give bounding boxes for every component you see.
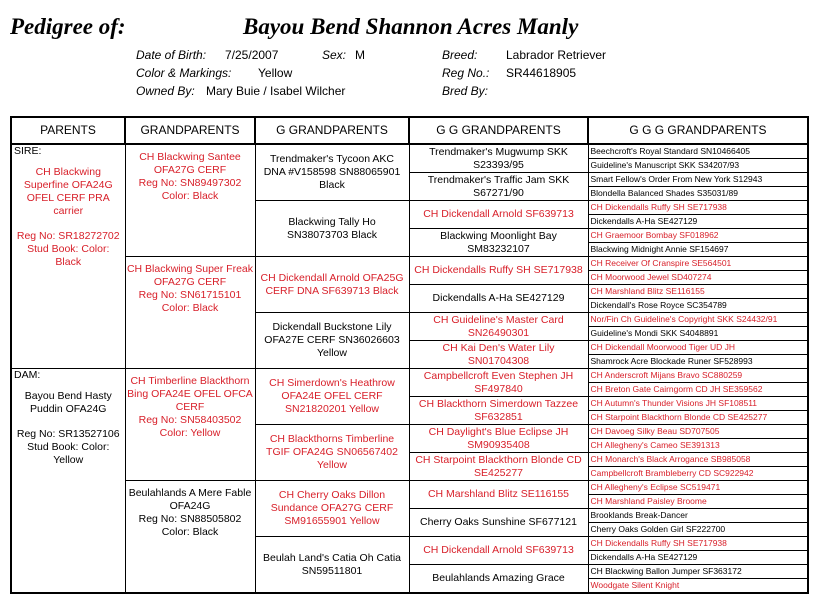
grandparent-reg: Reg No: SN88505802 [138,513,242,525]
ggg-grandparent-cell: CH Allegheny's Cameo SE391313 [588,439,808,453]
dam-cell [11,369,125,594]
ggg-grandparent-cell: CH Marshland Blitz SE116155 [588,285,808,299]
dam-reg: Reg No: SR13527106 [16,428,120,440]
pedigree-label: Pedigree of: [10,14,126,39]
sex-value: M [355,48,365,62]
dob-value: 7/25/2007 [225,48,279,62]
sex-label: Sex: [322,48,347,62]
col-g-grandparents: G GRANDPARENTS [255,117,409,144]
gg-grandparent-cell: CH Guideline's Master Card SN26490301 [409,313,588,341]
sire-stud: Stud Book: Color: Black [27,243,110,268]
gg-grandparent-cell: CH Dickendalls Ruffy SH SE717938 [409,257,588,285]
ggg-grandparent-cell: CH Marshland Paisley Broome [588,495,808,509]
ggg-grandparent-cell: Blondella Balanced Shades S35031/89 [588,187,808,201]
grandparent-reg: Reg No: SN58403502 [138,414,242,426]
color-row [136,66,231,80]
gg-grandparent-cell: CH Starpoint Blackthorn Blonde CD SE425277 [409,453,588,481]
grandparent-color: Color: Black [161,302,219,314]
gg-grandparent-cell: CH Daylight's Blue Eclipse JH SM90935408 [409,425,588,453]
bredby-row [442,84,488,98]
ggg-grandparent-cell: Smart Fellow's Order From New York S12943 [588,173,808,187]
reg-row [442,66,489,80]
grandparent-color: Color: Black [161,190,219,202]
ggg-grandparent-cell: CH Starpoint Blackthorn Blonde CD SE425277 [588,411,808,425]
breed-value: Labrador Retriever [506,48,607,62]
ggg-grandparent-cell: CH Receiver Of Cranspire SE564501 [588,257,808,271]
col-ggg-grandparents: G G G GRANDPARENTS [588,117,808,144]
dog-name-title: Bayou Bend Shannon Acres Manly [243,14,579,39]
sex-row [322,48,346,62]
g-grandparent-cell: CH Dickendall Arnold OFA25G CERF DNA SF639713 Black [255,257,409,313]
owner-value: Mary Buie / Isabel Wilcher [206,84,346,98]
gg-grandparent-cell: Cherry Oaks Sunshine SF677121 [409,509,588,537]
ggg-grandparent-cell: CH Monarch's Black Arrogance SB985058 [588,453,808,467]
gg-grandparent-cell: Campbellcroft Even Stephen JH SF497840 [409,369,588,397]
grandparent-color: Color: Black [161,526,219,538]
breed-label: Breed: [442,48,478,62]
reg-label: Reg No.: [442,66,490,80]
ggg-grandparent-cell: CH Moorwood Jewel SD407274 [588,271,808,285]
ggg-grandparent-cell: Guideline's Mondi SKK S4048891 [588,327,808,341]
g-grandparent-cell: Beulah Land's Catia Oh Catia SN59511801 [255,537,409,594]
grandparent-cell [125,369,255,481]
ggg-grandparent-cell: CH Dickendalls Ruffy SH SE717938 [588,537,808,551]
ggg-grandparent-cell: CH Blackwing Ballon Jumper SF363172 [588,565,808,579]
ggg-grandparent-cell: Campbellcroft Brambleberry CD SC922942 [588,467,808,481]
g-grandparent-cell: Dickendall Buckstone Lily OFA27E CERF SN36026603 Yellow [255,313,409,369]
grandparent-reg: Reg No: SN89497302 [138,177,242,189]
gg-grandparent-cell: Trendmaker's Traffic Jam SKK S67271/90 [409,173,588,201]
dob-row [136,48,206,62]
dam-details [12,382,125,475]
owner-row [136,84,195,98]
pedigree-table [10,116,809,594]
gg-grandparent-cell: CH Marshland Blitz SE116155 [409,481,588,509]
ggg-grandparent-cell: CH Dickendalls Ruffy SH SE717938 [588,201,808,215]
ggg-grandparent-cell: CH Dickendall Moorwood Tiger UD JH [588,341,808,355]
grandparent-name: CH Timberline Blackthorn Bing OFA24E OFEL OFCA CERF [127,375,253,413]
gg-grandparent-cell: Dickendalls A-Ha SE427129 [409,285,588,313]
breed-row [442,48,477,62]
ggg-grandparent-cell: CH Allegheny's Eclipse SC519471 [588,481,808,495]
ggg-grandparent-cell: Dickendalls A-Ha SE427129 [588,215,808,229]
ggg-grandparent-cell: Dickendalls A-Ha SE427129 [588,551,808,565]
table-row [11,369,808,383]
header-row [11,117,808,144]
ggg-grandparent-cell: CH Graemoor Bombay SF018962 [588,229,808,243]
g-grandparent-cell: CH Simerdown's Heathrow OFA24E OFEL CERF SN21820201 Yellow [255,369,409,425]
ggg-grandparent-cell: Woodgate Silent Knight [588,579,808,594]
gg-grandparent-cell: CH Dickendall Arnold SF639713 [409,537,588,565]
dam-stud: Stud Book: Color: Yellow [27,441,110,466]
ggg-grandparent-cell: Brooklands Break-Dancer [588,509,808,523]
gg-grandparent-cell: CH Dickendall Arnold SF639713 [409,201,588,229]
sire-details [12,158,125,277]
grandparent-name: CH Blackwing Super Freak OFA27G CERF [126,263,254,288]
color-value: Yellow [258,66,293,80]
ggg-grandparent-cell: CH Anderscroft Mijans Bravo SC880259 [588,369,808,383]
color-label: Color & Markings: [136,66,232,80]
gg-grandparent-cell: Blackwing Moonlight Bay SM83232107 [409,229,588,257]
sire-label: SIRE: [14,145,42,157]
bredby-label: Bred By: [442,84,489,98]
sire-cell [11,144,125,369]
grandparent-reg: Reg No: SN61715101 [138,289,242,301]
grandparent-name: Beulahlands A Mere Fable OFA24G [128,487,252,512]
ggg-grandparent-cell: Beechcroft's Royal Standard SN10466405 [588,144,808,159]
ggg-grandparent-cell: CH Autumn's Thunder Visions JH SF108511 [588,397,808,411]
col-parents: PARENTS [11,117,125,144]
grandparent-cell [125,481,255,594]
grandparent-cell [125,257,255,369]
ggg-grandparent-cell: Shamrock Acre Blockade Runer SF528993 [588,355,808,369]
col-gg-grandparents: G G GRANDPARENTS [409,117,588,144]
gg-grandparent-cell: Beulahlands Amazing Grace [409,565,588,594]
owner-label: Owned By: [136,84,195,98]
ggg-grandparent-cell: CH Breton Gate Cairngorm CD JH SE359562 [588,383,808,397]
table-row [11,257,808,271]
g-grandparent-cell: CH Blackthorns Timberline TGIF OFA24G SN06567402 Yellow [255,425,409,481]
ggg-grandparent-cell: Nor/Fin Ch Guideline's Copyright SKK S24432/91 [588,313,808,327]
grandparent-name: CH Blackwing Santee OFA27G CERF [139,151,241,176]
sire-reg: Reg No: SR18272702 [16,230,120,242]
ggg-grandparent-cell: Guideline's Manuscript SKK S34207/93 [588,159,808,173]
ggg-grandparent-cell: Cherry Oaks Golden Girl SF222700 [588,523,808,537]
gg-grandparent-cell: CH Kai Den's Water Lily SN01704308 [409,341,588,369]
dam-label: DAM: [14,369,41,381]
g-grandparent-cell: Trendmaker's Tycoon AKC DNA #V158598 SN88065901 Black [255,144,409,201]
ggg-grandparent-cell: CH Davoeg Silky Beau SD707505 [588,425,808,439]
table-row [11,481,808,495]
g-grandparent-cell: Blackwing Tally Ho SN38073703 Black [255,201,409,257]
dob-label: Date of Birth: [136,48,207,62]
table-row [11,144,808,159]
ggg-grandparent-cell: Dickendall's Rose Royce SC354789 [588,299,808,313]
sire-name: CH Blackwing Superfine OFA24G OFEL CERF PRA carrier [23,166,113,217]
dam-name: Bayou Bend Hasty Puddin OFA24G [24,390,112,415]
g-grandparent-cell: CH Cherry Oaks Dillon Sundance OFA27G CERF SM91655901 Yellow [255,481,409,537]
grandparent-cell [125,144,255,257]
gg-grandparent-cell: Trendmaker's Mugwump SKK S23393/95 [409,144,588,173]
grandparent-color: Color: Yellow [159,427,221,439]
gg-grandparent-cell: CH Blackthorn Simerdown Tazzee SF632851 [409,397,588,425]
col-grandparents: GRANDPARENTS [125,117,255,144]
ggg-grandparent-cell: Blackwing Midnight Annie SF154697 [588,243,808,257]
reg-value: SR44618905 [506,66,577,80]
